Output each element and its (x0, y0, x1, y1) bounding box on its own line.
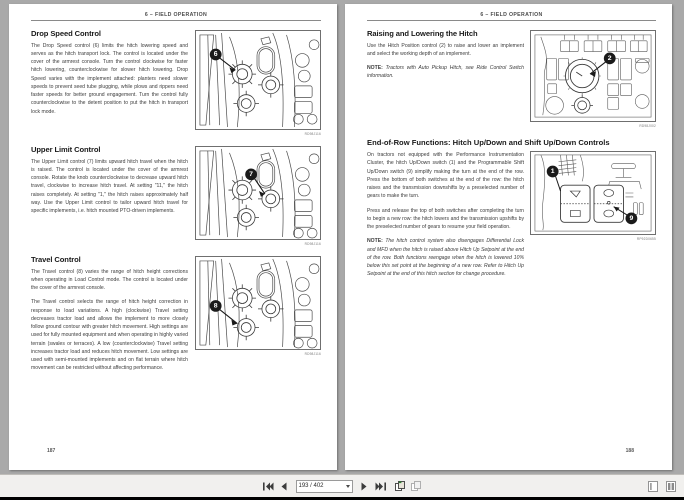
figure-callout-1 (547, 166, 559, 178)
svg-text:6: 6 (213, 51, 218, 59)
note-label: NOTE: (367, 238, 383, 245)
figure-artwork (196, 31, 320, 129)
svg-text:2: 2 (607, 54, 612, 62)
text-column (31, 30, 188, 122)
note-text: The hitch control system also disengages Differential Lock and MFD when the hitch is raised above Hitch Up Setpoint at the end of the row. Both functions reengage when the hitch is lowered 10% below this set point at the beginning of a new row. Refer to Hitch Up Setpoint at the end of this hitch section for change procedure. (367, 238, 524, 278)
select-tool-button[interactable] (394, 479, 407, 493)
view-mode-group (646, 475, 677, 497)
figure-drop-speed-control (195, 30, 321, 130)
svg-text:7: 7 (249, 170, 254, 178)
note-text: Tractors with Auto Pickup Hitch, see Ride Control Switch information. (367, 65, 524, 80)
last-page-button[interactable] (374, 479, 387, 493)
text-column (31, 256, 188, 379)
folio-left: 187 (47, 448, 56, 454)
figure-callout-2 (604, 53, 616, 65)
svg-text:1: 1 (550, 168, 555, 176)
heading-upper-limit-control: Upper Limit Control (31, 145, 101, 154)
running-header-right: 6 – FIELD OPERATION (367, 12, 656, 21)
section-end-of-row-functions (367, 151, 656, 285)
figure-column (195, 256, 321, 366)
snapshot-tool-icon (411, 481, 422, 492)
single-page-view-icon (648, 481, 658, 492)
next-page-button[interactable] (358, 479, 371, 493)
paragraph-upper-limit-1: The Upper Limit control (7) limits upward hitch travel when the hitch is raised. The control is located under the cover of the armrest console. Rotate the knob counterclockwise to decrease upward hitch travel, clockwise to increase hitch travel. At setting "11," the hitch raises completely. At setting "1," the hitch raises approximately half way. Use the Upper Limit control to tailor upward hitch travel for specific implements, i.e. hitch mounted PTO-driven implements. (31, 158, 188, 215)
folio-right: 188 (625, 448, 634, 454)
page-right (345, 4, 672, 470)
last-page-icon (375, 482, 386, 491)
figure-artwork (531, 31, 655, 121)
page-left (9, 4, 337, 470)
figure-artwork (196, 257, 320, 349)
next-page-icon (360, 482, 368, 491)
note-raising (367, 64, 524, 81)
figure-artwork (531, 152, 655, 234)
paragraph-travel-2: The Travel control selects the range of hitch height correction in response to load variations. A high (clockwise) Travel setting decreases tractor load and allows the implement to more closely follow ground contour with greater hitch movement. High settings are used for fully mounted equipment and when operating in highly varied terrain (swales or terraces). A low (counterclockwise) Travel setting increases tractor load and reduces hitch movement. Low settings are used with semi-mounted implements and on flat terrain where hitch movement can be restricted without affecting performance. (31, 299, 188, 372)
select-tool-icon (395, 481, 406, 492)
text-column (367, 151, 524, 285)
heading-raising-lowering-hitch: Raising and Lowering the Hitch (367, 29, 478, 38)
svg-text:9: 9 (629, 214, 634, 222)
figure-callout-6 (210, 49, 222, 61)
facing-pages-view-icon (666, 481, 676, 492)
note-end-of-row (367, 237, 524, 278)
previous-page-button[interactable] (278, 479, 291, 493)
section-raising-lowering-hitch (367, 30, 656, 138)
facing-pages-view-button[interactable] (664, 479, 677, 493)
figure-hitch-position-control (530, 30, 656, 122)
heading-travel-control: Travel Control (31, 255, 81, 264)
single-page-view-button[interactable] (646, 479, 659, 493)
first-page-button[interactable] (262, 479, 275, 493)
page-number-input[interactable] (296, 480, 353, 493)
figure-column (195, 30, 321, 146)
svg-text:8: 8 (213, 302, 218, 310)
figure-code-travel: RD98J116 (304, 352, 321, 356)
note-label: NOTE: (367, 65, 383, 72)
snapshot-tool-button[interactable] (410, 479, 423, 493)
heading-end-of-row-functions: End-of-Row Functions: Hitch Up/Down and Shift Up/Down Controls (367, 138, 610, 147)
paragraph-end-of-row-1: On tractors not equipped with the Performance Instrumentation Cluster, the hitch Up/Down switch (1) and the Programmable Shift Up/Down switch (9) simplify making the turn at the end of the row. Press the bottom of both switches at the end of the row: the hitch raises and the transmission downshifts by a preselected number of gears to make the turn. (367, 152, 524, 200)
chevron-down-icon[interactable] (346, 485, 350, 488)
section-drop-speed-control (31, 30, 321, 146)
figure-travel-control (195, 256, 321, 350)
figure-callout-9 (625, 213, 637, 225)
figure-callout-8 (210, 300, 222, 312)
figure-code-upper-limit: RD98J116 (304, 242, 321, 246)
figure-code-hitch-shift: RP92D0655 (636, 237, 656, 241)
figure-column (530, 30, 656, 138)
previous-page-icon (280, 482, 288, 491)
figure-code-drop-speed: RD98J116 (304, 132, 321, 136)
figure-callout-7 (245, 169, 257, 181)
page-navigation-group (262, 479, 423, 493)
figure-hitch-shift-switches (530, 151, 656, 235)
paragraph-travel-1: The Travel control (8) varies the range of hitch height corrections when operating in Load Control mode. The control is located under the cover of the armrest console. (31, 268, 188, 292)
running-header-left: 6 – FIELD OPERATION (31, 12, 321, 21)
paragraph-raising-1: Use the Hitch Position control (2) to raise and lower an implement and select the working depth of an implement. (367, 42, 524, 57)
navigation-toolbar (0, 474, 684, 497)
paragraph-end-of-row-2: Press and release the top of both switches after completing the turn to begin a new row: the hitch lowers and the transmission upshifts by the preselected number of gears to resume your field operation. (367, 207, 524, 230)
figure-column (530, 151, 656, 251)
text-column (31, 146, 188, 221)
section-upper-limit-control (31, 146, 321, 256)
figure-code-hitch-position: RD98J002 (639, 124, 656, 128)
first-page-icon (263, 482, 274, 491)
figure-artwork (196, 147, 320, 239)
section-travel-control (31, 256, 321, 379)
paragraph-drop-speed-1: The Drop Speed control (6) limits the hitch lowering speed and serves as the hitch transport lock. The control is located under the cover of the armrest console. Turn the control clockwise for faster hitch lowering, counterclockwise for slower hitch lowering. Drop Speed varies with the implement attached: planters need slower speeds to prevent seed tube plugging, while plows and rippers need faster speeds for better ground engagement. Turn the control fully counterclockwise to the detent position to put the hitch in transport lock mode. (31, 42, 188, 115)
page-number-value: 193 / 402 (298, 482, 324, 489)
text-column (367, 30, 524, 87)
figure-upper-limit-control (195, 146, 321, 240)
heading-drop-speed-control: Drop Speed Control (31, 29, 101, 38)
figure-column (195, 146, 321, 256)
